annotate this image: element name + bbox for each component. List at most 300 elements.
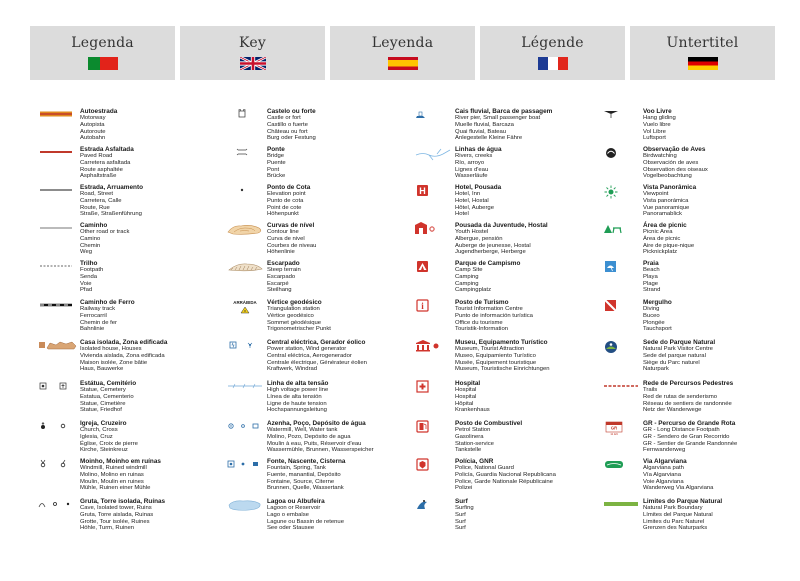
legend-translation: Lignes d'eau	[455, 166, 489, 173]
legend-translation: Picnic Area	[643, 229, 673, 236]
legend-title: Posto de Turismo	[455, 299, 509, 306]
legend-translation: Route asphaltée	[80, 166, 123, 173]
legend-text	[643, 498, 783, 532]
legend-translation: Río, arroyo	[455, 159, 485, 166]
legend-translation: Chemin de fer	[80, 319, 117, 326]
footpath-icon	[38, 260, 78, 282]
legend-translation: Ligne de haute tension	[267, 400, 327, 407]
houses-icon	[38, 339, 78, 361]
legend-translation: Haus, Bauwerke	[80, 366, 124, 373]
legend-translation: River pier, Small passenger boat	[455, 115, 541, 122]
legend-translation: Moulin à eau, Puits, Réservoir d'eau	[267, 440, 362, 447]
legend-translation: Kirche, Steinkreuz	[80, 447, 128, 454]
legend-title: Caminho	[80, 222, 108, 229]
legend-title: Hospital	[455, 380, 481, 387]
legend-translation: Station-service	[455, 440, 494, 447]
germany-flag-icon	[688, 57, 718, 70]
legend-translation: Vista panorámica	[643, 197, 689, 204]
legend-translation: GR - Sentier de Grande Randonnée	[643, 440, 738, 447]
legend-translation: Railway track	[80, 306, 116, 313]
tab-title-de: Untertitel	[666, 35, 739, 51]
legend-translation: Albergue, pensión	[455, 235, 503, 242]
legend-translation: Gruta, Torre aislada, Ruinas	[80, 511, 154, 518]
legend-title: Fonte, Nascente, Cisterna	[267, 458, 346, 465]
legend-text	[267, 458, 407, 492]
legend-title: Surf	[455, 498, 468, 505]
legend-translation: Église, Croix de pierre	[80, 440, 138, 447]
legend-title: Pousada da Juventude, Hostal	[455, 222, 548, 229]
legend-translation: Puente	[267, 159, 286, 166]
legend-translation: Punto de cota	[267, 197, 304, 204]
legend-text	[455, 498, 595, 532]
legend-translation: Tankstelle	[455, 447, 482, 454]
legend-translation: Petrol Station	[455, 427, 491, 434]
legend-translation: Surf	[455, 525, 466, 532]
quay-icon	[413, 108, 453, 130]
legend-translation: Limites du Parc Naturel	[643, 518, 705, 525]
trig-icon	[225, 299, 265, 321]
beach-icon	[601, 260, 641, 282]
legend-title: Limites do Parque Natural	[643, 498, 723, 505]
legend-text	[455, 380, 595, 414]
legend-translation: Route, Rue	[80, 204, 110, 211]
legend-translation: Museum, Tourist Attraction	[455, 346, 525, 353]
legend-translation: Point de cote	[267, 204, 302, 211]
legend-translation: Maison isolée, Zone bâtie	[80, 359, 148, 366]
legend-text	[455, 146, 595, 180]
legend-text	[643, 108, 783, 142]
legend-title: Estátua, Cemitério	[80, 380, 137, 387]
legend-translation: Touristik-Information	[455, 326, 509, 333]
legend-title: Voo Livre	[643, 108, 672, 115]
legend-columns	[30, 108, 780, 538]
legend-translation: Krankenhaus	[455, 407, 490, 414]
church-cross-icon	[38, 420, 78, 442]
gr-icon	[601, 420, 641, 442]
castle-icon	[225, 108, 265, 130]
legend-text	[80, 420, 220, 454]
legend-translation: Iglesia, Cruz	[80, 433, 113, 440]
watermill-icon	[225, 420, 265, 442]
legend-translation: Brunnen, Quelle, Wassertank	[267, 485, 344, 492]
legend-translation: Wasserläufe	[455, 173, 488, 180]
svg-text:H: H	[419, 186, 426, 196]
legend-translation: Centrale électrique, Générateur éolien	[267, 359, 367, 366]
legend-translation: Siège du Parc naturel	[643, 359, 700, 366]
bridge-icon	[225, 146, 265, 168]
legend-title: Polícia, GNR	[455, 458, 494, 465]
legend-translation: Ferrocarril	[80, 312, 107, 319]
legend-translation: Plage	[643, 280, 659, 287]
legend-text	[455, 420, 595, 454]
legend-translation: Aire de pique-nique	[643, 242, 695, 249]
legend-translation: Tauchsport	[643, 326, 672, 333]
legend-translation: Área de picnic	[643, 235, 681, 242]
legend-text	[643, 260, 783, 294]
legend-text	[267, 498, 407, 532]
trails-icon	[601, 380, 641, 402]
legend-text	[643, 420, 783, 454]
language-tabs	[30, 26, 775, 80]
museum-icon	[413, 339, 453, 361]
legend-translation: Fontaine, Source, Citerne	[267, 478, 335, 485]
legend-translation: Punto de información turística	[455, 312, 533, 319]
legend-translation: Panoramablick	[643, 211, 682, 218]
legend-translation: Hochspannungsleitung	[267, 407, 327, 414]
legend-translation: Vogelbeobachtung	[643, 173, 692, 180]
legend-translation: Réseau de sentiers de randonnée	[643, 400, 732, 407]
legend-text	[267, 146, 407, 180]
legend-title: Vértice geodésico	[267, 299, 322, 306]
legend-translation: Footpath	[80, 267, 104, 274]
legend-translation: Natural Park Visitor Centre	[643, 346, 713, 353]
legend-translation: Central eléctrica, Aerogenerador	[267, 352, 352, 359]
tab-title-es: Leyenda	[371, 35, 434, 51]
legend-text	[643, 339, 783, 373]
steep-icon	[225, 260, 265, 282]
legend-translation: Voie	[80, 280, 92, 287]
legend-translation: GR - Sendero de Gran Recorrido	[643, 433, 730, 440]
legend-translation: Hôtel, Auberge	[455, 204, 494, 211]
legend-translation: Musée, Équipement touristique	[455, 359, 537, 366]
legend-text	[80, 498, 220, 532]
legend-translation: Escarpé	[267, 280, 289, 287]
legend-translation: Estatua, Cementerio	[80, 393, 134, 400]
legend-title: Ponto de Cota	[267, 184, 311, 191]
legend-text	[80, 222, 220, 256]
legend-translation: Fuente, manantial, Depósito	[267, 471, 341, 478]
legend-title: Estrada, Arruamento	[80, 184, 143, 191]
svg-text:11 E9: 11 E9	[610, 431, 618, 436]
legend-text	[643, 458, 783, 492]
svg-text:ARRÁBIDA: ARRÁBIDA	[233, 300, 257, 305]
legend-translation: Castillo o fuerte	[267, 121, 308, 128]
legend-translation: Lagoon or Reservoir	[267, 505, 321, 512]
legend-translation: Camp Site	[455, 267, 483, 274]
legend-translation: Autopista	[80, 121, 105, 128]
legend-translation: Diving	[643, 306, 660, 313]
legend-text	[455, 108, 595, 142]
legend-translation: Power station, Wind generator	[267, 346, 347, 353]
legend-translation: Anlegestelle Kleine Fähre	[455, 135, 523, 142]
legend-translation: Elevation point	[267, 191, 306, 198]
legend-translation: Trails	[643, 387, 658, 394]
legend-title: Praia	[643, 260, 659, 267]
windmill-icon	[38, 458, 78, 480]
legend-translation: Autoroute	[80, 128, 106, 135]
legend-translation: Burg oder Festung	[267, 135, 316, 142]
legend-translation: Hotel	[455, 211, 469, 218]
legend-translation: Asphaltstraße	[80, 173, 117, 180]
power-line-icon	[225, 380, 265, 402]
legend-translation: Natural Park Boundary	[643, 505, 703, 512]
legend-translation: Museo, Equipamiento Turístico	[455, 352, 536, 359]
legend-text	[80, 299, 220, 333]
legend-translation: Wanderweg Via Algarviana	[643, 485, 714, 492]
legend-translation: Museum, Touristische Einrichtungen	[455, 366, 550, 373]
tab-title-en: Key	[239, 35, 266, 51]
legend-translation: Paved Road	[80, 153, 113, 160]
uk-flag-icon	[238, 57, 268, 70]
legend-title: Castelo ou forte	[267, 108, 316, 115]
legend-translation: Straße, Straßenführung	[80, 211, 142, 218]
legend-title: Caminho de Ferro	[80, 299, 135, 306]
legend-translation: Triangulation station	[267, 306, 320, 313]
legend-text	[80, 458, 220, 492]
legend-translation: Youth Hostel	[455, 229, 489, 236]
legend-translation: Fountain, Spring, Tank	[267, 465, 326, 472]
legend-translation: Beach	[643, 267, 660, 274]
legend-translation: Tourist Information Centre	[455, 306, 523, 313]
legend-title: Mergulho	[643, 299, 672, 306]
legend-translation: Carretera, Calle	[80, 197, 122, 204]
legend-text	[643, 184, 783, 218]
legend-translation: Office du tourisme	[455, 319, 503, 326]
legend-title: Escarpado	[267, 260, 300, 267]
legend-translation: Strand	[643, 287, 661, 294]
legend-text	[643, 222, 783, 256]
hospital-icon	[413, 380, 453, 402]
legend-title: Hotel, Pousada	[455, 184, 502, 191]
legend-translation: Rivers, creeks	[455, 153, 493, 160]
legend-text	[455, 260, 595, 294]
legend-translation: Picknickplatz	[643, 249, 678, 256]
legend-title: Curvas de nível	[267, 222, 315, 229]
legend-title: Autoestrada	[80, 108, 118, 115]
elevation-icon	[225, 184, 265, 206]
legend-translation: Pfad	[80, 287, 93, 294]
legend-translation: Höhenlinie	[267, 249, 295, 256]
legend-text	[643, 299, 783, 333]
legend-text	[80, 108, 220, 142]
legend-translation: Castle or fort	[267, 115, 301, 122]
tab-es	[330, 26, 475, 80]
legend-translation: Plongée	[643, 319, 665, 326]
legend-translation: Surf	[455, 518, 466, 525]
legend-translation: Bahnlinie	[80, 326, 105, 333]
legend-text	[267, 108, 407, 142]
legend-text	[267, 380, 407, 414]
legend-title: Lagoa ou Albufeira	[267, 498, 325, 505]
legend-translation: Grenzen des Naturparks	[643, 525, 708, 532]
legend-translation: Contour line	[267, 229, 299, 236]
legend-translation: Carretera asfaltada	[80, 159, 131, 166]
legend-translation: Hotel, Inn	[455, 191, 481, 198]
legend-text	[455, 184, 595, 218]
legend-translation: Vuelo libre	[643, 121, 671, 128]
legend-translation: Hôpital	[455, 400, 474, 407]
tab-pt	[30, 26, 175, 80]
legend-translation: Police, National Guard	[455, 465, 514, 472]
camping-icon	[413, 260, 453, 282]
legend-translation: Molino, Pozo, Depósito de agua	[267, 433, 351, 440]
legend-translation: Observación de aves	[643, 159, 699, 166]
legend-translation: Algarviana path	[643, 465, 684, 472]
legend-translation: Luftsport	[643, 135, 666, 142]
legend-title: Casa isolada, Zona edificada	[80, 339, 168, 346]
picnic-icon	[601, 222, 641, 244]
hang-gliding-icon	[601, 108, 641, 130]
police-icon	[413, 458, 453, 480]
legend-translation: Steilhang	[267, 287, 292, 294]
legend-translation: Viewpoint	[643, 191, 669, 198]
legend-text	[267, 260, 407, 294]
legend-title: Estrada Asfaltada	[80, 146, 134, 153]
legend-translation: See oder Stausee	[267, 525, 315, 532]
legend-text	[643, 380, 783, 414]
legend-translation: Mühle, Ruinen einer Mühle	[80, 485, 151, 492]
legend-translation: Bridge	[267, 153, 285, 160]
surf-icon	[413, 498, 453, 520]
legend-translation: GR - Long Distance Footpath	[643, 427, 720, 434]
legend-translation: Hospital	[455, 393, 477, 400]
legend-translation: Camping	[455, 273, 479, 280]
legend-translation: Autobahn	[80, 135, 106, 142]
legend-text	[455, 458, 595, 492]
legend-title: Via Algarviana	[643, 458, 687, 465]
legend-translation: Policía, Guardia Nacional Republicana	[455, 471, 556, 478]
legend-translation: Brücke	[267, 173, 286, 180]
legend-text	[80, 260, 220, 294]
legend-translation: Quai fluvial, Bateau	[455, 128, 507, 135]
legend-title: GR - Percurso de Grande Rota	[643, 420, 736, 427]
info-icon	[413, 299, 453, 321]
legend-text	[80, 146, 220, 180]
legend-translation: Church, Cross	[80, 427, 118, 434]
legend-text	[267, 299, 407, 333]
lagoon-icon	[225, 498, 265, 520]
spain-flag-icon	[388, 57, 418, 70]
legend-title: Linha de alta tensão	[267, 380, 329, 387]
legend-text	[267, 339, 407, 373]
legend-translation: Cave, Isolated tower, Ruins	[80, 505, 152, 512]
legend-translation: Kraftwerk, Windrad	[267, 366, 318, 373]
tab-title-pt: Legenda	[71, 35, 134, 51]
road-street-icon	[38, 184, 78, 206]
legend-translation: Sommet géodésique	[267, 319, 322, 326]
cave-tower-icon	[38, 498, 78, 520]
legend-title: Central eléctrica, Gerador éolico	[267, 339, 366, 346]
track-icon	[38, 222, 78, 244]
park-centre-icon	[601, 339, 641, 361]
legend-translation: Fernwanderweg	[643, 447, 686, 454]
legend-title: Observação de Aves	[643, 146, 706, 153]
legend-translation: Steep terrain	[267, 267, 301, 274]
paved-road-icon	[38, 146, 78, 168]
fountain-icon	[225, 458, 265, 480]
legend-translation: Polizei	[455, 485, 473, 492]
legend-translation: Motorway	[80, 115, 106, 122]
legend-title: Azenha, Poço, Depósito de água	[267, 420, 366, 427]
hotel-icon	[413, 184, 453, 206]
birdwatching-icon	[601, 146, 641, 168]
diving-icon	[601, 299, 641, 321]
legend-translation: Surfing	[455, 505, 474, 512]
legend-translation: Birdwatching	[643, 153, 677, 160]
legend-translation: Límites del Parque Natural	[643, 511, 713, 518]
legend-translation: Muelle fluvial, Barcaza	[455, 121, 514, 128]
legend-text	[267, 184, 407, 218]
legend-translation: Camping	[455, 280, 479, 287]
legend-translation: Molino, Molino en ruinas	[80, 471, 144, 478]
legend-translation: Campingplatz	[455, 287, 492, 294]
power-icon	[225, 339, 265, 361]
legend-translation: Höhenpunkt	[267, 211, 299, 218]
legend-translation: Police, Garde Nationale Républicaine	[455, 478, 553, 485]
via-algarviana-icon	[601, 458, 641, 480]
legend-translation: Observation des oiseaux	[643, 166, 708, 173]
legend-translation: Höhle, Turm, Ruinen	[80, 525, 135, 532]
legend-translation: Windmill, Ruined windmill	[80, 465, 147, 472]
legend-text	[80, 184, 220, 218]
legend-translation: Buceo	[643, 312, 660, 319]
legend-translation: Netz der Wanderwege	[643, 407, 702, 414]
svg-text:GR: GR	[610, 425, 618, 431]
legend-title: Moinho, Moinho em ruínas	[80, 458, 161, 465]
legend-title: Museu, Equipamento Turístico	[455, 339, 548, 346]
legend-translation: Statue, Cimetière	[80, 400, 126, 407]
legend-translation: Auberge de jeunesse, Hostal	[455, 242, 531, 249]
legend-translation: Wassermühle, Brunnen, Wasserspeicher	[267, 447, 374, 454]
legend-translation: Statue, Friedhof	[80, 407, 122, 414]
legend-translation: Château ou fort	[267, 128, 308, 135]
portugal-flag-icon	[88, 57, 118, 70]
legend-translation: Hospital	[455, 387, 477, 394]
legend-translation: Trigonometrischer Punkt	[267, 326, 331, 333]
tab-title-fr: Légende	[521, 35, 584, 51]
svg-text:i: i	[421, 301, 424, 311]
park-limits-icon	[601, 498, 641, 520]
legend-title: Sede do Parque Natural	[643, 339, 716, 346]
tab-de	[630, 26, 775, 80]
legend-text	[455, 339, 595, 373]
legend-translation: Grotte, Tour isolée, Ruines	[80, 518, 150, 525]
legend-text	[643, 146, 783, 180]
legend-translation: Courbes de niveau	[267, 242, 317, 249]
legend-translation: Escarpado	[267, 273, 296, 280]
legend-text	[80, 380, 220, 414]
legend-text	[455, 299, 595, 333]
petrol-icon	[413, 420, 453, 442]
statue-cemetery-icon	[38, 380, 78, 402]
legend-translation: Weg	[80, 249, 93, 256]
legend-translation: Statue, Cemetery	[80, 387, 126, 394]
legend-translation: Moulin, Moulin en ruines	[80, 478, 144, 485]
legend-translation: Vivienda aislada, Zona edificada	[80, 352, 165, 359]
legend-title: Gruta, Torre isolada, Ruínas	[80, 498, 166, 505]
legend-title: Igreja, Cruzeiro	[80, 420, 127, 427]
legend-translation: Lagune ou Bassin de retenue	[267, 518, 344, 525]
legend-translation: Sede del parque natural	[643, 352, 706, 359]
railway-icon	[38, 299, 78, 321]
legend-title: Trilho	[80, 260, 98, 267]
france-flag-icon	[538, 57, 568, 70]
legend-text	[455, 222, 595, 256]
viewpoint-icon	[601, 184, 641, 206]
legend-translation: Camino	[80, 235, 101, 242]
legend-translation: Vol Libre	[643, 128, 666, 135]
legend-title: Posto de Combustível	[455, 420, 523, 427]
legend-translation: Red de rutas de senderismo	[643, 393, 718, 400]
legend-translation: Hotel, Hostal	[455, 197, 489, 204]
legend-translation: High voltage power line	[267, 387, 329, 394]
legend-translation: Línea de alta tensión	[267, 393, 322, 400]
legend-translation: Voie Algarviana	[643, 478, 684, 485]
legend-title: Área de picnic	[643, 222, 687, 229]
legend-translation: Chemin	[80, 242, 101, 249]
legend-translation: Lago o embalse	[267, 511, 309, 518]
tab-en	[180, 26, 325, 80]
